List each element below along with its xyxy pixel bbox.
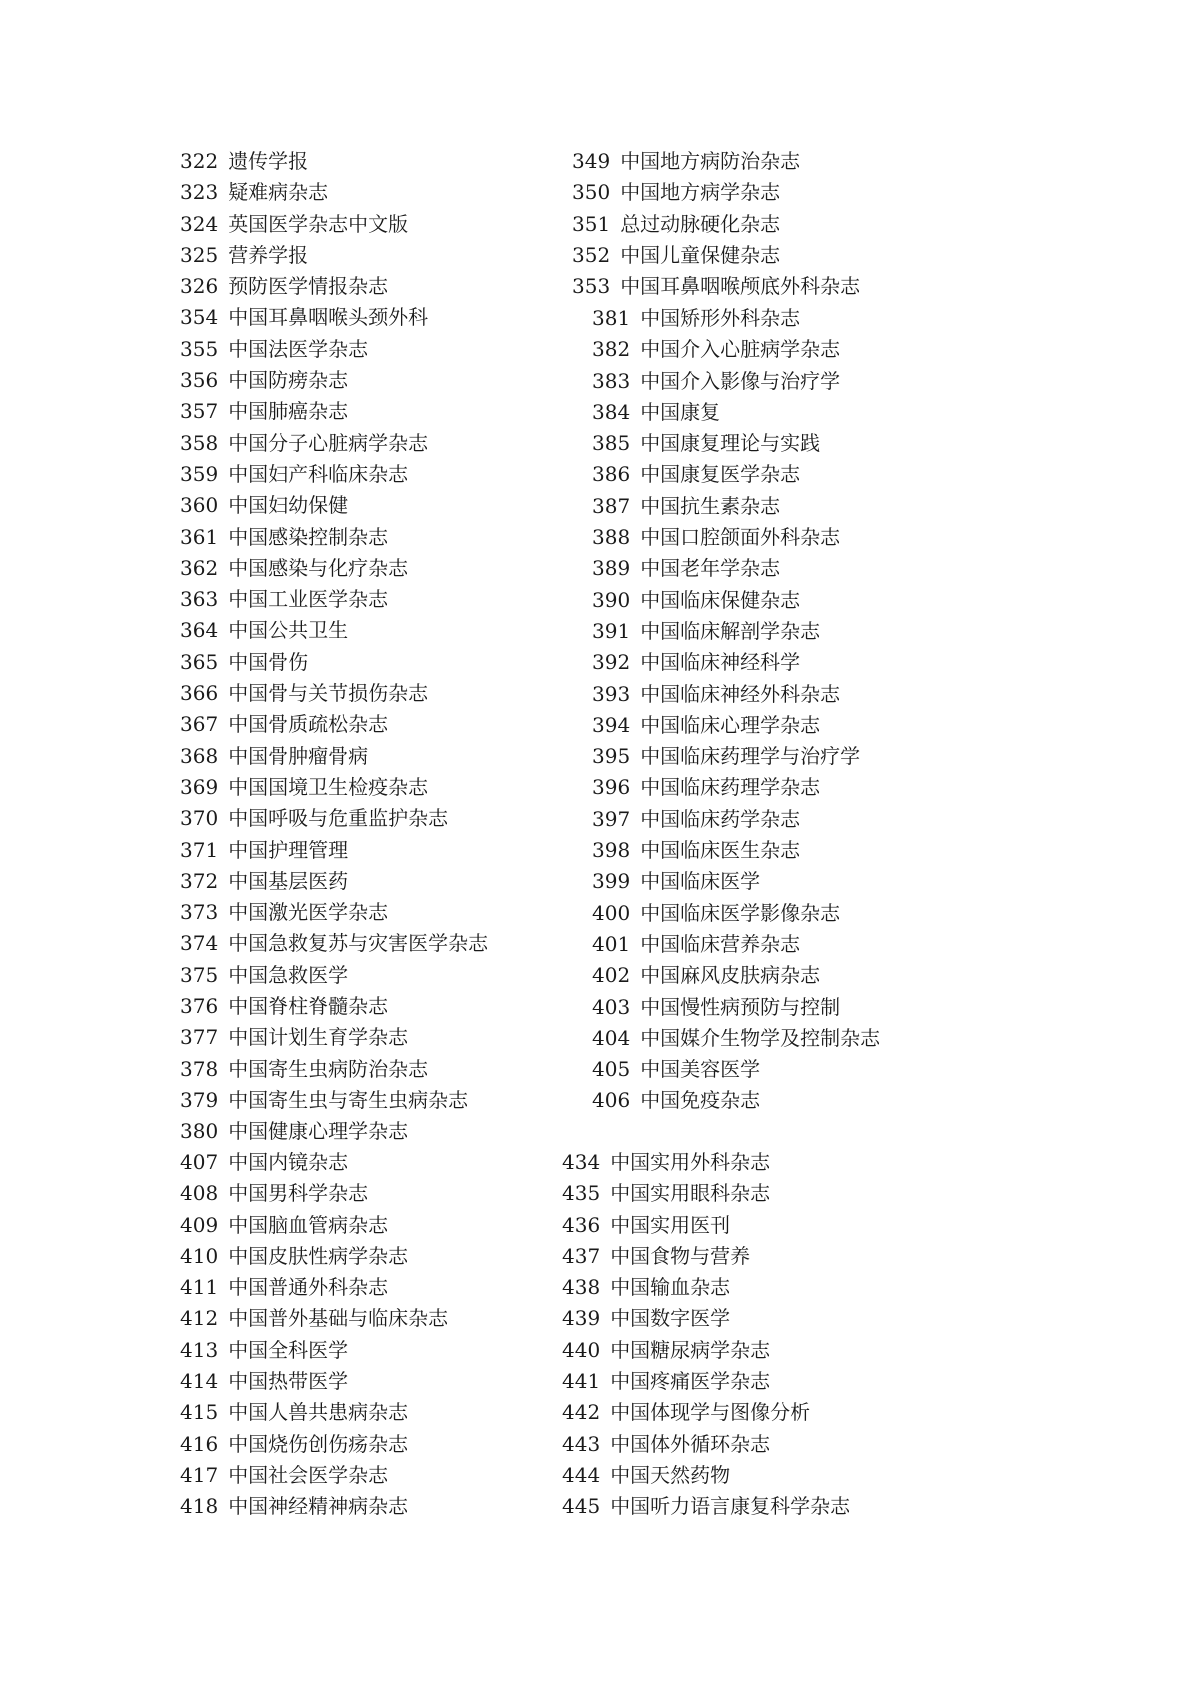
journal-entry [180,584,488,615]
journal-entry [562,1272,850,1303]
journal-entry [180,1116,488,1147]
journal-entry [180,146,488,177]
journal-number: 358 [180,430,219,455]
journal-number: 415 [180,1400,219,1425]
journal-number: 402 [592,963,631,988]
journal-entry [180,1491,448,1522]
journal-name: 中国法医学杂志 [228,336,369,361]
journal-number: 383 [592,368,631,393]
journal-name: 营养学报 [228,242,309,267]
journal-number: 384 [592,399,631,424]
journal-entry [180,1366,448,1397]
journal-number: 434 [562,1150,601,1174]
journal-name: 中国热带医学 [228,1369,349,1394]
journal-number: 378 [180,1056,219,1081]
journal-number: 381 [592,306,631,330]
journal-number: 369 [180,774,219,799]
journal-number: 377 [180,1025,219,1050]
journal-number: 363 [180,587,219,612]
journal-name: 中国儿童保健杂志 [620,242,781,267]
journal-name: 总过动脉硬化杂志 [620,211,781,236]
journal-entry [562,1460,850,1491]
journal-name: 中国护理管理 [228,837,349,862]
journal-name: 中国临床医学 [640,869,761,894]
journal-entry [180,1460,448,1491]
journal-entry [592,1085,880,1116]
journal-name: 中国临床医学影像杂志 [640,900,841,925]
journal-name: 中国矫形外科杂志 [640,306,801,330]
journal-number: 392 [592,650,631,675]
journal-number: 408 [180,1181,219,1206]
journal-number: 349 [572,149,611,173]
journal-number: 440 [562,1337,601,1362]
journal-entry [592,366,880,397]
journal-name: 中国临床营养杂志 [640,931,801,956]
journal-number: 367 [180,712,219,737]
journal-number: 398 [592,838,631,863]
journal-entry [180,1303,448,1334]
journal-entry [180,1147,448,1178]
journal-name: 中国体现学与图像分析 [610,1400,811,1425]
journal-name: 中国寄生虫与寄生虫病杂志 [228,1087,469,1112]
journal-number: 405 [592,1057,631,1082]
journal-list-column-e [562,1147,850,1523]
journal-name: 中国临床神经外科杂志 [640,681,841,706]
journal-entry [592,428,880,459]
journal-name: 中国社会医学杂志 [228,1462,389,1487]
journal-number: 397 [592,806,631,831]
journal-entry [180,678,488,709]
journal-name: 中国计划生育学杂志 [228,1025,409,1050]
journal-entry [592,585,880,616]
journal-entry [180,334,488,365]
journal-number: 368 [180,743,219,768]
journal-number: 362 [180,555,219,580]
journal-entry [592,334,880,365]
journal-number: 445 [562,1494,601,1519]
journal-name: 中国寄生虫病防治杂志 [228,1056,429,1081]
journal-number: 441 [562,1369,601,1394]
journal-entry [562,1429,850,1460]
journal-entry [562,1366,850,1397]
journal-number: 359 [180,461,219,486]
journal-name: 中国骨伤 [228,649,309,674]
journal-name: 中国康复理论与实践 [640,431,821,456]
journal-number: 323 [180,180,219,205]
journal-number: 400 [592,900,631,925]
journal-entry [592,835,880,866]
journal-entry [180,459,488,490]
journal-name: 中国骨肿瘤骨病 [228,743,369,768]
journal-number: 393 [592,681,631,706]
journal-number: 379 [180,1087,219,1112]
journal-number: 418 [180,1494,219,1519]
journal-entry [180,1335,448,1366]
journal-entry [592,679,880,710]
journal-entry [180,709,488,740]
journal-entry [180,897,488,928]
journal-number: 417 [180,1462,219,1487]
journal-number: 389 [592,556,631,581]
journal-name: 中国数字医学 [610,1306,731,1331]
journal-name: 中国体外循环杂志 [610,1431,771,1456]
journal-number: 442 [562,1400,601,1425]
journal-entry [592,522,880,553]
journal-name: 中国疼痛医学杂志 [610,1369,771,1394]
journal-number: 439 [562,1306,601,1331]
journal-list-column-b [572,146,860,302]
journal-name: 中国普通外科杂志 [228,1275,389,1300]
journal-name: 中国临床药学杂志 [640,806,801,831]
journal-entry [180,1178,448,1209]
journal-name: 中国脊柱脊髓杂志 [228,994,389,1019]
journal-number: 372 [180,868,219,893]
journal-number: 360 [180,493,219,518]
journal-name: 中国输血杂志 [610,1275,731,1300]
journal-number: 388 [592,525,631,550]
journal-name: 中国天然药物 [610,1462,731,1487]
journal-name: 中国呼吸与危重监护杂志 [228,806,449,831]
journal-entry [180,1397,448,1428]
journal-name: 中国口腔颌面外科杂志 [640,525,841,550]
journal-name: 中国国境卫生检疫杂志 [228,774,429,799]
journal-name: 中国临床药理学与治疗学 [640,744,861,769]
journal-entry [180,1429,448,1460]
journal-number: 380 [180,1119,219,1144]
journal-entry [180,490,488,521]
journal-number: 391 [592,618,631,643]
journal-entry [180,1272,448,1303]
journal-name: 中国全科医学 [228,1337,349,1362]
journal-number: 412 [180,1306,219,1331]
journal-name: 中国骨与关节损伤杂志 [228,681,429,706]
journal-name: 中国工业医学杂志 [228,587,389,612]
journal-number: 322 [180,149,219,173]
journal-number: 357 [180,399,219,424]
journal-number: 410 [180,1243,219,1268]
journal-name: 中国临床心理学杂志 [640,712,821,737]
journal-list-column-d [180,1147,448,1523]
journal-entry [180,1054,488,1085]
journal-entry [562,1303,850,1334]
journal-name: 中国康复医学杂志 [640,462,801,487]
journal-number: 390 [592,587,631,612]
journal-number: 416 [180,1431,219,1456]
journal-entry [180,209,488,240]
journal-name: 中国皮肤性病学杂志 [228,1243,409,1268]
journal-number: 406 [592,1088,631,1113]
journal-name: 中国地方病防治杂志 [620,149,801,173]
journal-number: 371 [180,837,219,862]
journal-number: 403 [592,994,631,1019]
journal-name: 中国感染与化疗杂志 [228,555,409,580]
journal-entry [562,1210,850,1241]
journal-name: 中国实用外科杂志 [610,1150,771,1174]
journal-number: 364 [180,618,219,643]
journal-number: 436 [562,1212,601,1237]
journal-entry [592,866,880,897]
journal-number: 435 [562,1181,601,1206]
journal-entry [592,929,880,960]
journal-number: 325 [180,242,219,267]
journal-number: 409 [180,1212,219,1237]
journal-number: 385 [592,431,631,456]
journal-number: 399 [592,869,631,894]
journal-entry [592,397,880,428]
journal-entry [562,1335,850,1366]
journal-number: 395 [592,744,631,769]
journal-name: 中国男科学杂志 [228,1181,369,1206]
journal-entry [180,741,488,772]
journal-entry [180,428,488,459]
journal-entry [180,835,488,866]
journal-number: 414 [180,1369,219,1394]
journal-entry [180,522,488,553]
journal-list-column-c [592,303,880,1117]
journal-number: 437 [562,1243,601,1268]
journal-entry [180,177,488,208]
journal-name: 中国肺癌杂志 [228,399,349,424]
journal-name: 中国临床保健杂志 [640,587,801,612]
journal-name: 中国急救复苏与灾害医学杂志 [228,931,489,956]
journal-name: 中国临床神经科学 [640,650,801,675]
journal-name: 中国临床解剖学杂志 [640,618,821,643]
journal-name: 疑难病杂志 [228,180,329,205]
journal-number: 375 [180,962,219,987]
journal-name: 中国基层医药 [228,868,349,893]
journal-number: 352 [572,242,611,267]
journal-name: 中国健康心理学杂志 [228,1119,409,1144]
journal-entry [592,491,880,522]
journal-name: 中国神经精神病杂志 [228,1494,409,1519]
journal-name: 中国糖尿病学杂志 [610,1337,771,1362]
journal-name: 中国普外基础与临床杂志 [228,1306,449,1331]
journal-number: 355 [180,336,219,361]
journal-entry [592,647,880,678]
journal-number: 413 [180,1337,219,1362]
journal-entry [562,1241,850,1272]
journal-entry [180,365,488,396]
journal-name: 中国防痨杂志 [228,368,349,393]
journal-number: 324 [180,211,219,236]
journal-number: 351 [572,211,611,236]
journal-list-column-a [180,146,488,1148]
journal-name: 中国听力语言康复科学杂志 [610,1494,851,1519]
journal-entry [562,1397,850,1428]
journal-name: 中国耳鼻咽喉颅底外科杂志 [620,274,861,299]
journal-number: 396 [592,775,631,800]
journal-number: 438 [562,1275,601,1300]
journal-name: 中国公共卫生 [228,618,349,643]
journal-name: 中国激光医学杂志 [228,900,389,925]
journal-entry [592,459,880,490]
journal-entry [180,1210,448,1241]
journal-number: 356 [180,368,219,393]
journal-entry [592,303,880,334]
journal-entry [180,866,488,897]
journal-number: 386 [592,462,631,487]
journal-number: 443 [562,1431,601,1456]
journal-number: 407 [180,1150,219,1174]
journal-number: 376 [180,994,219,1019]
journal-name: 中国康复 [640,399,721,424]
journal-name: 中国分子心脏病学杂志 [228,430,429,455]
journal-entry [180,553,488,584]
journal-name: 中国麻风皮肤病杂志 [640,963,821,988]
journal-name: 中国内镜杂志 [228,1150,349,1174]
journal-number: 365 [180,649,219,674]
journal-name: 遗传学报 [228,149,309,173]
journal-entry [180,396,488,427]
journal-number: 374 [180,931,219,956]
journal-number: 354 [180,305,219,330]
journal-number: 387 [592,493,631,518]
journal-name: 中国人兽共患病杂志 [228,1400,409,1425]
journal-number: 370 [180,806,219,831]
journal-entry [180,803,488,834]
journal-entry [592,804,880,835]
journal-entry [180,647,488,678]
journal-name: 中国急救医学 [228,962,349,987]
journal-entry [572,177,860,208]
journal-entry [180,928,488,959]
journal-name: 中国介入心脏病学杂志 [640,337,841,362]
journal-entry [180,1241,448,1272]
journal-name: 中国妇产科临床杂志 [228,461,409,486]
journal-number: 411 [180,1275,219,1300]
journal-entry [592,616,880,647]
journal-number: 326 [180,274,219,299]
journal-name: 中国地方病学杂志 [620,180,781,205]
journal-name: 中国免疫杂志 [640,1088,761,1113]
journal-entry [180,302,488,333]
journal-entry [562,1178,850,1209]
journal-name: 中国临床医生杂志 [640,838,801,863]
journal-number: 353 [572,274,611,299]
journal-entry [592,1023,880,1054]
journal-name: 中国介入影像与治疗学 [640,368,841,393]
journal-entry [180,1022,488,1053]
journal-number: 366 [180,681,219,706]
journal-name: 中国媒介生物学及控制杂志 [640,1025,881,1050]
journal-name: 中国慢性病预防与控制 [640,994,841,1019]
journal-entry [592,1054,880,1085]
journal-number: 350 [572,180,611,205]
journal-entry [562,1491,850,1522]
journal-name: 中国食物与营养 [610,1243,751,1268]
journal-entry [592,960,880,991]
journal-name: 中国感染控制杂志 [228,524,389,549]
journal-entry [572,146,860,177]
journal-number: 394 [592,712,631,737]
journal-entry [592,553,880,584]
journal-entry [180,960,488,991]
journal-entry [180,240,488,271]
journal-number: 444 [562,1462,601,1487]
journal-entry [592,741,880,772]
journal-entry [592,898,880,929]
journal-name: 中国实用眼科杂志 [610,1181,771,1206]
journal-entry [592,992,880,1023]
journal-name: 英国医学杂志中文版 [228,211,409,236]
journal-name: 中国临床药理学杂志 [640,775,821,800]
journal-entry [572,240,860,271]
journal-entry [180,271,488,302]
journal-name: 中国烧伤创伤疡杂志 [228,1431,409,1456]
journal-entry [592,710,880,741]
journal-number: 401 [592,931,631,956]
journal-name: 中国美容医学 [640,1057,761,1082]
journal-name: 中国脑血管病杂志 [228,1212,389,1237]
journal-entry [180,615,488,646]
journal-number: 361 [180,524,219,549]
journal-name: 中国骨质疏松杂志 [228,712,389,737]
journal-entry [592,772,880,803]
journal-entry [180,1085,488,1116]
journal-name: 中国老年学杂志 [640,556,781,581]
journal-name: 中国耳鼻咽喉头颈外科 [228,305,429,330]
journal-name: 中国实用医刊 [610,1212,731,1237]
journal-number: 382 [592,337,631,362]
journal-entry [180,991,488,1022]
journal-entry [572,271,860,302]
journal-name: 预防医学情报杂志 [228,274,389,299]
journal-entry [180,772,488,803]
journal-number: 404 [592,1025,631,1050]
journal-entry [572,209,860,240]
journal-name: 中国妇幼保健 [228,493,349,518]
journal-name: 中国抗生素杂志 [640,493,781,518]
journal-entry [562,1147,850,1178]
journal-number: 373 [180,900,219,925]
